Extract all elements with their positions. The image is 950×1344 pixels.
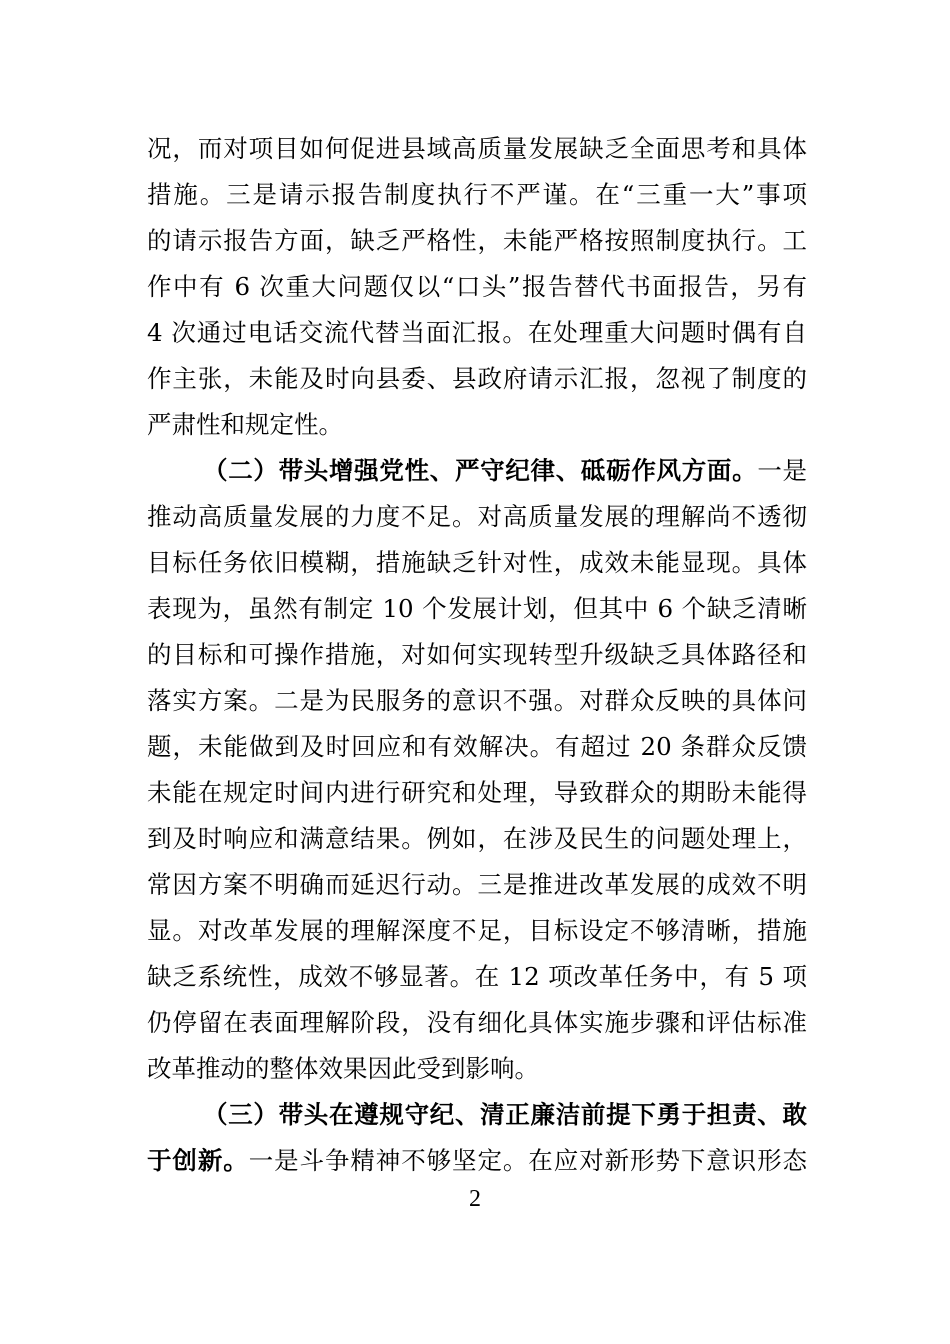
text: 表现为，虽然有制定 10 个发展计划，但其中 6 个缺乏清晰 (147, 594, 807, 623)
text: 到及时响应和满意结果。例如，在涉及民生的问题处理上， (147, 824, 807, 853)
section-heading: （二）带头增强党性、严守纪律、砥砺作风方面。 (203, 456, 758, 485)
text-line (147, 540, 807, 586)
text: 措施。三是请示报告制度执行不严谨。在“三重一大”事项 (147, 180, 807, 209)
page-number: 2 (469, 1186, 481, 1212)
text: 题，未能做到及时回应和有效解决。有超过 20 条群众反馈 (147, 732, 807, 761)
text: 一是 (757, 456, 808, 485)
text: 4 次通过电话交流代替当面汇报。在处理重大问题时偶有自 (147, 318, 807, 347)
document-body (147, 126, 807, 1184)
text-line (147, 954, 807, 1000)
text-line (147, 678, 807, 724)
text-line (147, 126, 807, 172)
text: 目标任务依旧模糊，措施缺乏针对性，成效未能显现。具体 (147, 548, 807, 577)
text-line (147, 448, 807, 494)
text: 未能在规定时间内进行研究和处理，导致群众的期盼未能得 (147, 778, 807, 807)
text-line (147, 862, 807, 908)
text-line (147, 172, 807, 218)
text-line (147, 1046, 807, 1092)
text-line (147, 264, 807, 310)
paragraph-2 (147, 448, 807, 1092)
text-line (147, 908, 807, 954)
text-line (147, 770, 807, 816)
paragraph-1 (147, 126, 807, 448)
text: 严肃性和规定性。 (147, 410, 343, 439)
text: 一是斗争精神不够坚定。在应对新形势下意识形态 (248, 1146, 808, 1175)
section-heading: 于创新。 (147, 1146, 249, 1175)
text-line (147, 1092, 807, 1138)
text: 显。对改革发展的理解深度不足，目标设定不够清晰，措施 (147, 916, 807, 945)
text: 的请示报告方面，缺乏严格性，未能严格按照制度执行。工 (147, 226, 807, 255)
text-line (147, 494, 807, 540)
text-line (147, 402, 807, 448)
text-line (147, 218, 807, 264)
text-line (147, 724, 807, 770)
text-line (147, 632, 807, 678)
text-line (147, 1138, 807, 1184)
text: 推动高质量发展的力度不足。对高质量发展的理解尚不透彻 (147, 502, 807, 531)
text: 缺乏系统性，成效不够显著。在 12 项改革任务中，有 5 项 (147, 962, 807, 991)
text-line (147, 1000, 807, 1046)
text-line (147, 310, 807, 356)
text: 况，而对项目如何促进县域高质量发展缺乏全面思考和具体 (147, 134, 807, 163)
paragraph-3 (147, 1092, 807, 1184)
text-line (147, 586, 807, 632)
text: 的目标和可操作措施，对如何实现转型升级缺乏具体路径和 (147, 640, 807, 669)
section-heading: （三）带头在遵规守纪、清正廉洁前提下勇于担责、敢 (203, 1100, 807, 1129)
text: 作主张，未能及时向县委、县政府请示汇报，忽视了制度的 (147, 364, 807, 393)
text: 常因方案不明确而延迟行动。三是推进改革发展的成效不明 (147, 870, 807, 899)
text: 作中有 6 次重大问题仅以“口头”报告替代书面报告，另有 (147, 272, 807, 301)
text: 仍停留在表面理解阶段，没有细化具体实施步骤和评估标准 (147, 1008, 807, 1037)
text-line (147, 816, 807, 862)
text-line (147, 356, 807, 402)
text: 改革推动的整体效果因此受到影响。 (147, 1054, 539, 1083)
text: 落实方案。二是为民服务的意识不强。对群众反映的具体问 (147, 686, 807, 715)
